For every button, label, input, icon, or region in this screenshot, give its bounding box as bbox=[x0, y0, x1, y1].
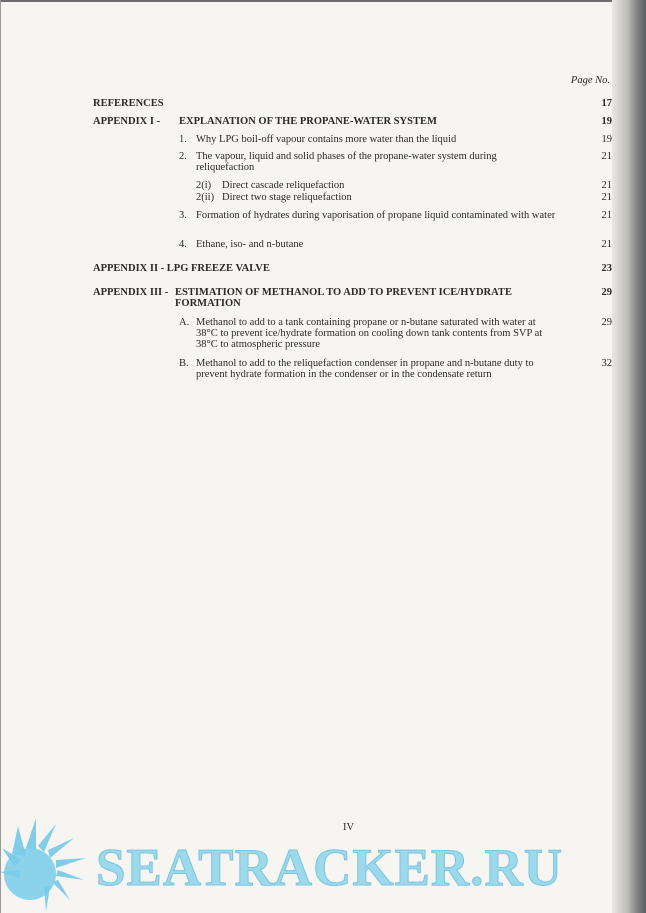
appendix1-item-num: 2. bbox=[179, 151, 187, 162]
appendix1-subitem-page: 21 bbox=[601, 192, 612, 203]
scan-left-edge bbox=[0, 0, 1, 913]
toc-references: REFERENCES bbox=[93, 98, 164, 109]
appendix1-item-page: 21 bbox=[601, 210, 612, 221]
appendix1-item-text: Formation of hydrates during vaporisation of propane liquid contaminated with water bbox=[196, 210, 556, 221]
appendix1-item-page: 21 bbox=[601, 151, 612, 162]
appendix3-item-num: B. bbox=[179, 358, 189, 369]
page-shadow-edge bbox=[612, 0, 646, 913]
watermark bbox=[0, 812, 646, 913]
appendix3-item-page: 32 bbox=[601, 358, 612, 369]
appendix1-prefix: APPENDIX I - bbox=[93, 116, 161, 127]
appendix1-item-page: 21 bbox=[601, 239, 612, 250]
appendix3-prefix: APPENDIX III - bbox=[93, 287, 169, 298]
watermark-text: SEATRACKER.RU bbox=[96, 839, 563, 897]
appendix1-subitem-num: 2(ii) bbox=[196, 192, 215, 203]
sun-logo-icon bbox=[0, 812, 100, 913]
appendix3-title: ESTIMATION OF METHANOL TO ADD TO PREVENT ICE/HYDRATE FORMATION bbox=[175, 287, 512, 309]
appendix1-item-text: The vapour, liquid and solid phases of the propane-water system during reliquefaction bbox=[196, 151, 497, 173]
appendix1-subitem-text: Direct cascade reliquefaction bbox=[222, 180, 345, 191]
appendix1-item-page: 19 bbox=[601, 134, 612, 145]
appendix3-item-text: Methanol to add to a tank containing propane or n-butane saturated with water at 38°C to prevent ice/hydrate formation on cooling down tank contents from SVP at 38°C to atmospheric pressure bbox=[196, 317, 543, 350]
appendix3-item-page: 29 bbox=[601, 317, 612, 328]
appendix3-item-text: Methanol to add to the reliquefaction condenser in propane and n-butane duty to prevent hydrate formation in the condenser or in the condensate return bbox=[196, 358, 534, 380]
appendix1-item-text: Ethane, iso- and n-butane bbox=[196, 239, 304, 250]
appendix2-page: 23 bbox=[601, 263, 612, 274]
footer-page-number: IV bbox=[343, 822, 355, 833]
appendix1-item-num: 1. bbox=[179, 134, 187, 145]
appendix1-page: 19 bbox=[601, 116, 612, 127]
page-no-heading: Page No. bbox=[570, 75, 610, 86]
appendix1-subitem-page: 21 bbox=[601, 180, 612, 191]
appendix2-title: APPENDIX II - LPG FREEZE VALVE bbox=[93, 263, 270, 274]
scan-top-edge bbox=[0, 0, 612, 2]
appendix3-item-num: A. bbox=[179, 317, 190, 328]
appendix1-item-text: Why LPG boil-off vapour contains more water than the liquid bbox=[196, 134, 457, 145]
appendix1-title: EXPLANATION OF THE PROPANE-WATER SYSTEM bbox=[179, 116, 437, 127]
appendix1-item-num: 3. bbox=[179, 210, 187, 221]
toc-references-page: 17 bbox=[601, 98, 612, 109]
appendix1-subitem-text: Direct two stage reliquefaction bbox=[222, 192, 352, 203]
appendix1-subitem-num: 2(i) bbox=[196, 180, 212, 191]
appendix1-item-num: 4. bbox=[179, 239, 187, 250]
appendix3-page: 29 bbox=[601, 287, 612, 298]
